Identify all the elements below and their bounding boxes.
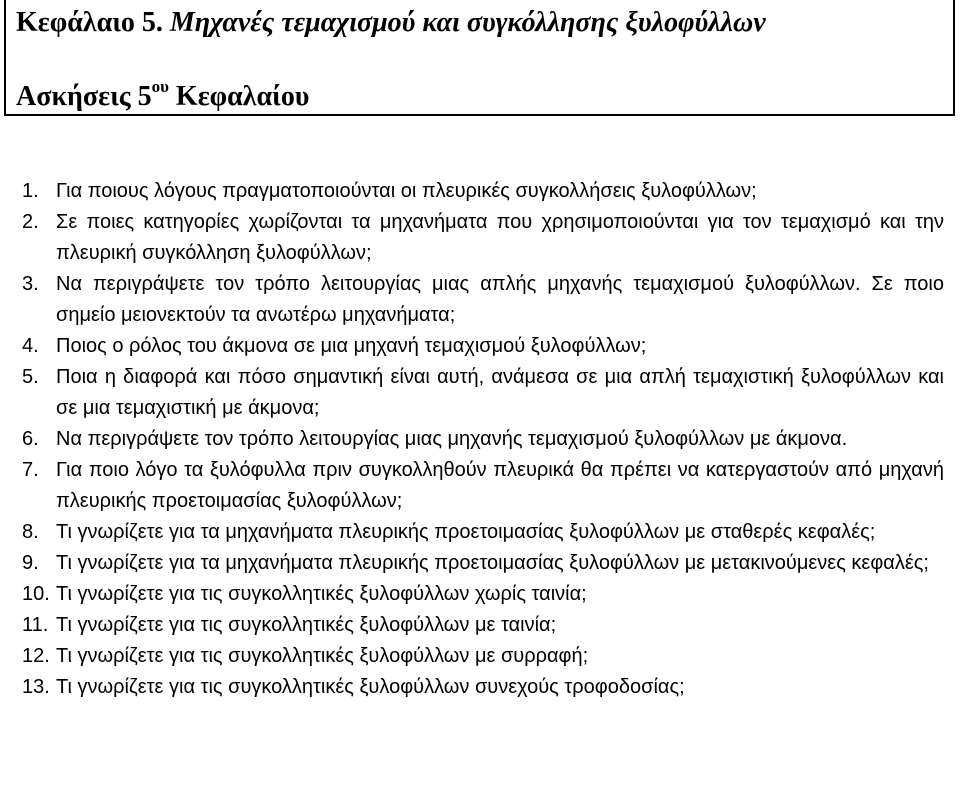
question-item (22, 331, 944, 362)
question-text: Τι γνωρίζετε για τις συγκολλητικές ξυλοφύλλων χωρίς ταινία; (56, 583, 587, 605)
question-item (22, 424, 944, 455)
exercises-word: Ασκήσεις 5 (16, 81, 152, 112)
question-text: Τι γνωρίζετε για τα μηχανήματα πλευρικής προετοιμασίας ξυλοφύλλων με μετακινούμενες κεφαλές; (56, 552, 929, 574)
question-item (22, 207, 944, 269)
question-number: 6. (22, 428, 39, 450)
question-text: Να περιγράψετε τον τρόπο λειτουργίας μιας μηχανής τεμαχισμού ξυλοφύλλων με άκμονα. (56, 428, 848, 450)
chapter-title (16, 6, 766, 40)
question-number: 10. (22, 583, 50, 605)
question-number: 8. (22, 521, 39, 543)
question-item (22, 610, 944, 641)
question-item (22, 455, 944, 517)
question-text: Τι γνωρίζετε για τα μηχανήματα πλευρικής προετοιμασίας ξυλοφύλλων με σταθερές κεφαλές; (56, 521, 876, 543)
question-number: 2. (22, 211, 39, 233)
question-text: Για ποιο λόγο τα ξυλόφυλλα πριν συγκολληθούν πλευρικά θα πρέπει να κατεργαστούν από μηχανή πλευρικής προετοιμασίας ξυλοφύλλων; (56, 459, 944, 512)
question-text: Σε ποιες κατηγορίες χωρίζονται τα μηχανήματα που χρησιμοποιούνται για τον τεμαχισμό και την πλευρική συγκόλληση ξυλοφύλλων; (56, 211, 944, 264)
question-item (22, 517, 944, 548)
question-text: Τι γνωρίζετε για τις συγκολλητικές ξυλοφύλλων συνεχούς τροφοδοσίας; (56, 676, 685, 698)
question-text: Να περιγράψετε τον τρόπο λειτουργίας μιας απλής μηχανής τεμαχισμού ξυλοφύλλων. Σε ποιο σημείο μειονεκτούν τα ανωτέρω μηχανήματα; (56, 273, 944, 326)
exercises-heading (16, 76, 310, 114)
question-number: 1. (22, 180, 39, 202)
question-number: 3. (22, 273, 39, 295)
question-number: 5. (22, 366, 39, 388)
question-number: 4. (22, 335, 39, 357)
question-text: Τι γνωρίζετε για τις συγκολλητικές ξυλοφύλλων με συρραφή; (56, 645, 589, 667)
question-item (22, 269, 944, 331)
question-item (22, 362, 944, 424)
question-number: 9. (22, 552, 39, 574)
exercises-suffix: Κεφαλαίου (175, 81, 310, 112)
question-item (22, 579, 944, 610)
question-item (22, 176, 944, 207)
question-item (22, 548, 944, 579)
question-list (22, 176, 944, 703)
chapter-prefix: Κεφάλαιο 5. (16, 7, 163, 38)
question-text: Τι γνωρίζετε για τις συγκολλητικές ξυλοφύλλων με ταινία; (56, 614, 557, 636)
chapter-topic: Μηχανές τεμαχισμού και συγκόλλησης ξυλοφύλλων (169, 7, 766, 38)
exercises-superscript: ου (151, 76, 169, 96)
question-text: Ποιος ο ρόλος του άκμονα σε μια μηχανή τεμαχισμού ξυλοφύλλων; (56, 335, 647, 357)
question-number: 12. (22, 645, 50, 667)
question-text: Για ποιους λόγους πραγματοποιούνται οι πλευρικές συγκολλήσεις ξυλοφύλλων; (56, 180, 757, 202)
question-item (22, 641, 944, 672)
question-number: 7. (22, 459, 39, 481)
question-item (22, 672, 944, 703)
question-text: Ποια η διαφορά και πόσο σημαντική είναι αυτή, ανάμεσα σε μια απλή τεμαχιστική ξυλοφύλλων και σε μια τεμαχιστική με άκμονα; (56, 366, 944, 419)
question-number: 13. (22, 676, 50, 698)
question-number: 11. (22, 614, 49, 636)
